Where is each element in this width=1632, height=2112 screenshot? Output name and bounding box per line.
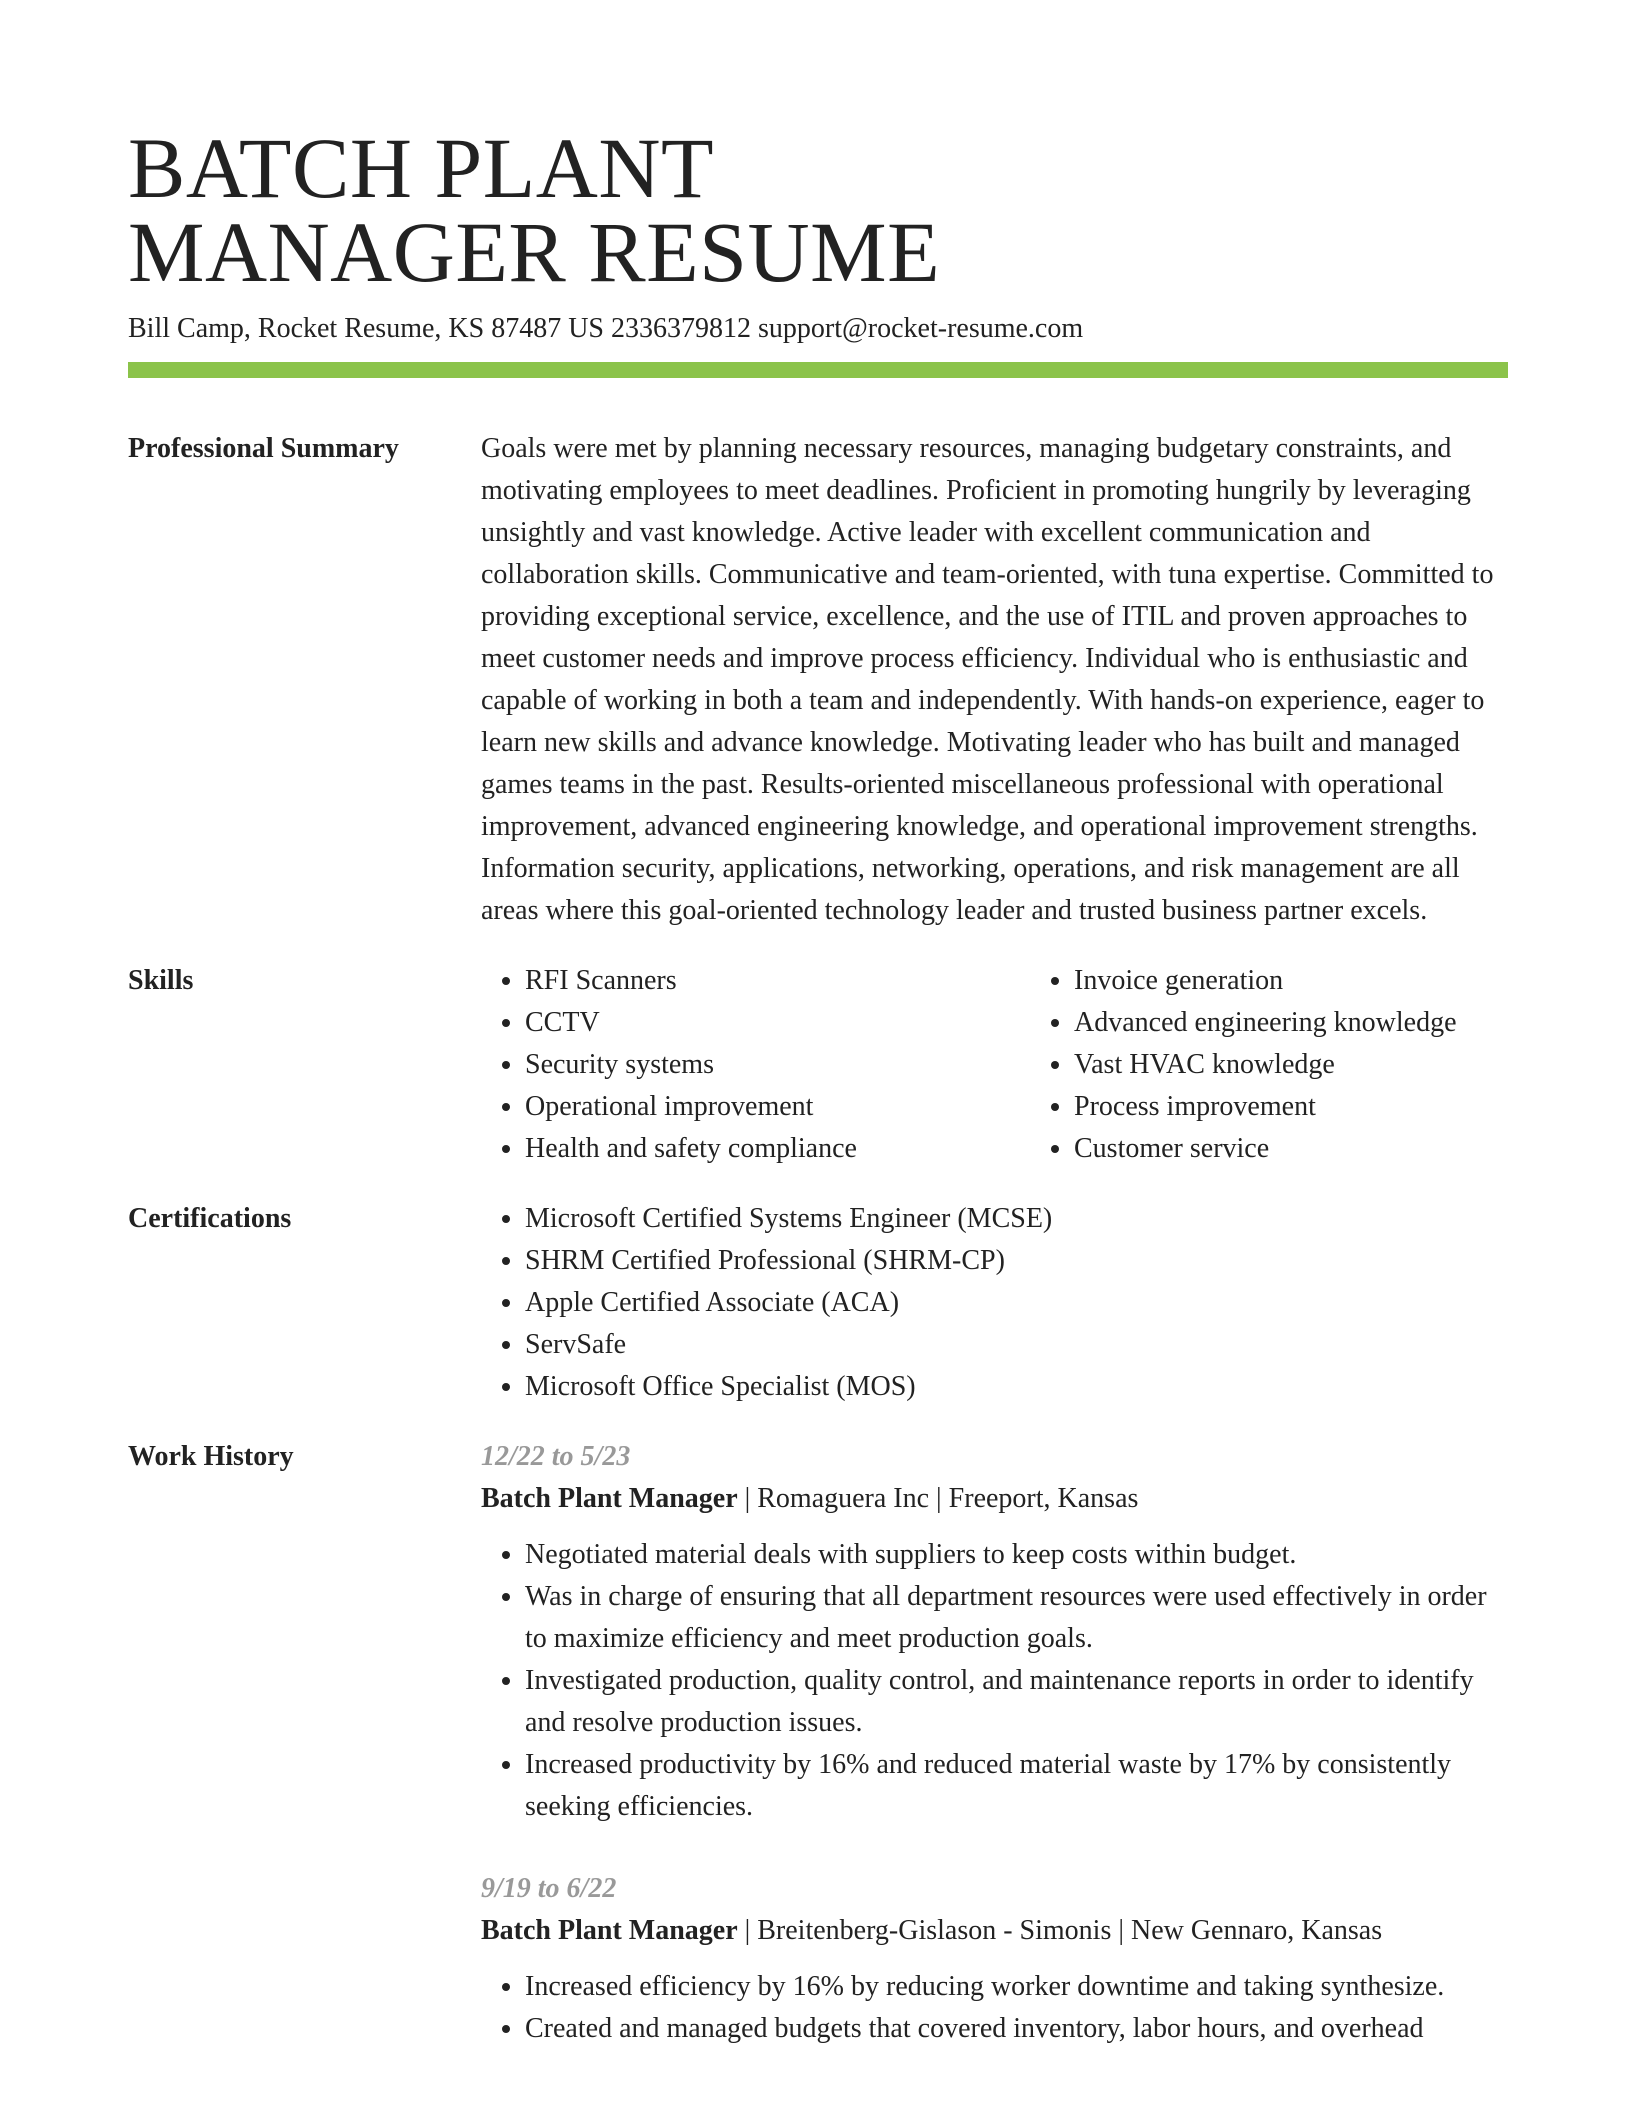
- work-history-section: [128, 1436, 1508, 2090]
- certifications-heading: Certifications: [128, 1203, 292, 1234]
- skill-item: • Security systems: [525, 1044, 1030, 1086]
- certification-item: • ServSafe: [525, 1324, 1508, 1366]
- resume-title-line-2: MANAGER RESUME: [128, 204, 941, 300]
- contact-line: Bill Camp, Rocket Resume, KS 87487 US 2336379812 support@rocket-resume.com: [128, 313, 1084, 344]
- resume-page: [128, 120, 1508, 2090]
- job-entry: [481, 1868, 1508, 2050]
- job-employer-location: | Breitenberg-Gislason - Simonis | New Gennaro, Kansas: [737, 1915, 1383, 1946]
- job-title: Batch Plant Manager: [481, 1915, 738, 1946]
- resume-title: [128, 120, 1508, 300]
- skill-item: • Vast HVAC knowledge: [1074, 1044, 1579, 1086]
- job-employer-location: | Romaguera Inc | Freeport, Kansas: [737, 1483, 1139, 1514]
- work-history-heading: Work History: [128, 1441, 294, 1472]
- certification-item: • Microsoft Office Specialist (MOS): [525, 1366, 1508, 1408]
- skill-item: • Health and safety compliance: [525, 1128, 1030, 1170]
- skill-item: • Customer service: [1074, 1128, 1579, 1170]
- job-bullet: • Was in charge of ensuring that all department resources were used effectively in order to maximize efficiency and meet production goals.: [525, 1576, 1508, 1660]
- certifications-body: [481, 1198, 1508, 1408]
- skill-item: • Operational improvement: [525, 1086, 1030, 1128]
- summary-section: [128, 428, 1508, 932]
- job-bullet: • Negotiated material deals with suppliers to keep costs within budget.: [525, 1534, 1508, 1576]
- summary-text: Goals were met by planning necessary resources, managing budgetary constraints, and motivating employees to meet deadlines. Proficient in promoting hungrily by leveraging unsightly and vast knowledge. Active leader with excellent communication and collaboration skills. Communicative and team-oriented, with tuna expertise. Committed to providing exceptional service, excellence, and the use of ITIL and proven approaches to meet customer needs and improve process efficiency. Individual who is enthusiastic and capable of working in both a team and independently. With hands-on experience, eager to learn new skills and advance knowledge. Motivating leader who has built and managed games teams in the past. Results-oriented miscellaneous professional with operational improvement, advanced engineering knowledge, and operational improvement strengths. Information security, applications, networking, operations, and risk management are all areas where this goal-oriented technology leader and trusted business partner excels.: [481, 433, 1494, 926]
- job-heading: [481, 1910, 1508, 1952]
- job-dates: 12/22 to 5/23: [481, 1441, 631, 1472]
- certifications-list: [481, 1198, 1508, 1408]
- certifications-section: [128, 1198, 1508, 1408]
- job-title: Batch Plant Manager: [481, 1483, 738, 1514]
- resume-title-line-1: BATCH PLANT: [128, 120, 715, 216]
- summary-body: [481, 428, 1508, 932]
- work-history-body: [481, 1436, 1508, 2090]
- skills-list-right: [1030, 960, 1579, 1170]
- skills-section: [128, 960, 1508, 1170]
- skill-item: • Advanced engineering knowledge: [1074, 1002, 1579, 1044]
- skills-list-left: [481, 960, 1030, 1170]
- job-bullet: • Investigated production, quality control, and maintenance reports in order to identify and resolve production issues.: [525, 1660, 1508, 1744]
- skill-item: • Process improvement: [1074, 1086, 1579, 1128]
- job-dates: 9/19 to 6/22: [481, 1873, 617, 1904]
- skill-item: • Invoice generation: [1074, 960, 1579, 1002]
- summary-heading: Professional Summary: [128, 433, 399, 464]
- job-bullets: [481, 1966, 1508, 2050]
- skill-item: • CCTV: [525, 1002, 1030, 1044]
- skills-body: [481, 960, 1579, 1170]
- accent-divider: [128, 362, 1508, 378]
- skill-item: • RFI Scanners: [525, 960, 1030, 1002]
- job-heading: [481, 1478, 1508, 1520]
- certification-item: • SHRM Certified Professional (SHRM-CP): [525, 1240, 1508, 1282]
- certification-item: • Microsoft Certified Systems Engineer (MCSE): [525, 1198, 1508, 1240]
- job-bullet: • Increased efficiency by 16% by reducing worker downtime and taking synthesize.: [525, 1966, 1508, 2008]
- job-bullet: • Created and managed budgets that covered inventory, labor hours, and overhead: [525, 2008, 1508, 2050]
- job-entry: [481, 1436, 1508, 1828]
- job-bullet: • Increased productivity by 16% and reduced material waste by 17% by consistently seeking efficiencies.: [525, 1744, 1508, 1828]
- certification-item: • Apple Certified Associate (ACA): [525, 1282, 1508, 1324]
- skills-heading: Skills: [128, 965, 194, 996]
- job-bullets: [481, 1534, 1508, 1828]
